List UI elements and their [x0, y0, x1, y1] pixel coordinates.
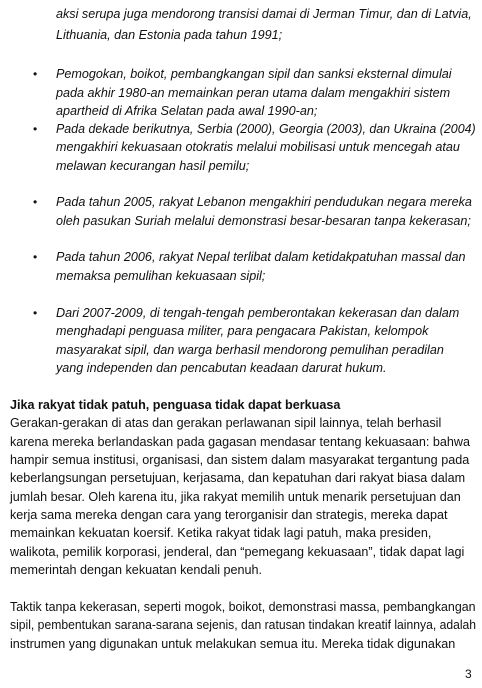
bullet-line: Pada tahun 2005, rakyat Lebanon mengakhiri pendudukan negara mereka [56, 195, 472, 209]
bullet-line: mengakhiri kekuasaan otokratis melalui mobilisasi untuk mencegah atau [56, 140, 460, 154]
bullet-line: Pemogokan, boikot, pembangkangan sipil dan sanksi eksternal dimulai [56, 67, 452, 81]
paragraph-line: walikota, pemilik korporasi, jenderal, dan “pemegang kekuasaan”, tidak dapat lagi [10, 545, 465, 559]
paragraph-line: hampir semua institusi, organisasi, dan sistem dalam masyarakat tergantung pada [10, 453, 470, 467]
page-number: 3 [465, 667, 472, 681]
bullet-line: memaksa pemulihan kekuasaan sipil; [56, 269, 266, 283]
paragraph-line: karena mereka berlandaskan pada gagasan mendasar tentang kekuasaan: bahwa [10, 435, 470, 449]
bullet-marker: • [33, 250, 38, 264]
paragraph-line: Gerakan-gerakan di atas dan gerakan perlawanan sipil lainnya, telah berhasil [10, 416, 442, 430]
bullet-line: Pada dekade berikutnya, Serbia (2000), Georgia (2003), dan Ukraina (2004) [56, 122, 476, 136]
paragraph-line: memainkan kekuatan koersif. Ketika rakyat tidak lagi patuh, maka presiden, [10, 526, 432, 540]
bullet-line: masyarakat sipil, dan warga berhasil mendorong pemulihan peradilan [56, 343, 444, 357]
bullet-line: oleh pasukan Suriah melalui demonstrasi besar-besaran tanpa kekerasan; [56, 214, 471, 228]
bullet-line: Dari 2007-2009, di tengah-tengah pemberontakan kekerasan dan dalam [56, 306, 460, 320]
paragraph-line: kerja sama mereka dengan cara yang terorganisir dan strategis, mereka dapat [10, 508, 448, 522]
paragraph-line: Taktik tanpa kekerasan, seperti mogok, boikot, demonstrasi massa, pembangkangan [10, 600, 476, 614]
paragraph-line: instrumen yang digunakan untuk melakukan semua itu. Mereka tidak digunakan [10, 637, 456, 651]
bullet-marker: • [33, 67, 38, 81]
bullet-marker: • [33, 122, 38, 136]
bullet-line: Pada tahun 2006, rakyat Nepal terlibat dalam ketidakpatuhan massal dan [56, 250, 466, 264]
paragraph-line: sipil, pembentukan sarana-sarana sejenis, dan ratusan tindakan kreatif lainnya, adalah [10, 618, 477, 632]
paragraph-line: jumlah besar. Oleh karena itu, jika rakyat memilih untuk menarik persetujuan dan [10, 490, 461, 504]
bullet-marker: • [33, 306, 38, 320]
bullet-line: melawan kecurangan hasil pemilu; [56, 159, 250, 173]
bullet-marker: • [33, 195, 38, 209]
bullet-line: menghadapi penguasa militer, para pengacara Pakistan, kelompok [56, 324, 429, 338]
paragraph-line: memerintah dengan kekuatan kendali penuh. [10, 563, 263, 577]
bullet-line: apartheid di Afrika Selatan pada awal 1990-an; [56, 104, 318, 118]
continuation-line: Lithuania, dan Estonia pada tahun 1991; [56, 28, 283, 42]
section-heading: Jika rakyat tidak patuh, penguasa tidak dapat berkuasa [10, 398, 341, 412]
paragraph-line: keberlangsungan persetujuan, kerjasama, dan kepatuhan dari rakyat biasa dalam [10, 471, 466, 485]
bullet-line: yang independen dan pencabutan keadaan darurat hukum. [56, 361, 387, 375]
continuation-line: aksi serupa juga mendorong transisi damai di Jerman Timur, dan di Latvia, [56, 7, 472, 21]
bullet-line: pada akhir 1980-an memainkan peran utama dalam mengakhiri sistem [56, 86, 451, 100]
